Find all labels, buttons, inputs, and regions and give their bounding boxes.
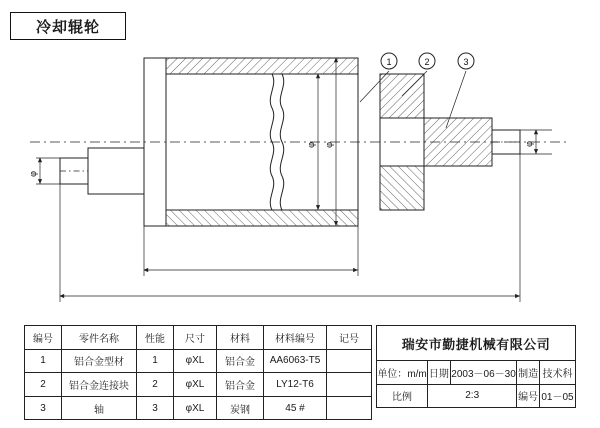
parts-header-4: 材料 [217, 326, 264, 350]
unit-cell [377, 361, 428, 385]
parts-r0c1: 铝合金型材 [62, 349, 137, 373]
technical-drawing [0, 40, 600, 320]
table-row [25, 373, 372, 397]
unit-value: m/m [407, 368, 427, 380]
parts-header-5: 材料编号 [264, 326, 327, 350]
date-label: 日期 [428, 361, 451, 385]
maker-value: 技术科 [539, 361, 575, 385]
parts-r2c6 [327, 396, 372, 420]
parts-header-0: 编号 [25, 326, 62, 350]
unit-label: 单位： [377, 368, 408, 380]
parts-r0c3: φXL [174, 349, 217, 373]
parts-header-2: 性能 [137, 326, 174, 350]
title-block-table [376, 325, 576, 408]
number-value: 01－05 [539, 384, 575, 408]
tables-area [24, 325, 576, 417]
parts-r0c6 [327, 349, 372, 373]
parts-r2c5: 45 # [264, 396, 327, 420]
balloons [381, 53, 474, 69]
parts-header-6: 记号 [327, 326, 372, 350]
dim-right-shaft-dia: φ [524, 141, 534, 147]
parts-r1c5: LY12-T6 [264, 373, 327, 397]
balloon-3-label: 3 [463, 57, 469, 67]
parts-table [24, 325, 372, 420]
parts-header-1: 零件名称 [62, 326, 137, 350]
parts-r2c4: 炭钢 [217, 396, 264, 420]
parts-header-3: 尺寸 [174, 326, 217, 350]
left-collar [88, 148, 144, 194]
page-title-box [10, 12, 126, 40]
balloon-2-label: 2 [424, 57, 430, 67]
scale-label: 比例 [377, 384, 428, 408]
parts-r1c4: 铝合金 [217, 373, 264, 397]
parts-r1c6 [327, 373, 372, 397]
company-name: 瑞安市勤捷机械有限公司 [377, 326, 576, 361]
parts-r1c0: 2 [25, 373, 62, 397]
parts-r1c3: φXL [174, 373, 217, 397]
title-block-unit-row [377, 361, 576, 385]
left-shaft-end [60, 158, 88, 184]
page-title: 冷却辊轮 [35, 18, 100, 36]
balloon-1-label: 1 [386, 57, 392, 67]
parts-r1c1: 铝合金连接块 [62, 373, 137, 397]
date-value: 2003－06－30 [450, 361, 517, 385]
number-label: 编号 [517, 384, 540, 408]
title-block-company-row [377, 326, 576, 361]
parts-r2c0: 3 [25, 396, 62, 420]
parts-r0c5: AA6063-T5 [264, 349, 327, 373]
parts-r0c0: 1 [25, 349, 62, 373]
dim-outer-dia: φ [324, 142, 334, 148]
parts-r0c2: 1 [137, 349, 174, 373]
parts-r2c2: 3 [137, 396, 174, 420]
scale-value: 2:3 [428, 384, 517, 408]
dim-left-shaft-dia: φ [28, 171, 38, 177]
maker-label: 制造 [517, 361, 540, 385]
parts-r2c1: 轴 [62, 396, 137, 420]
parts-r1c2: 2 [137, 373, 174, 397]
table-header-row [25, 326, 372, 350]
dim-center-bore-dia: φ [306, 142, 316, 148]
title-block-scale-row [377, 384, 576, 408]
parts-r0c4: 铝合金 [217, 349, 264, 373]
table-row [25, 349, 372, 373]
table-row [25, 396, 372, 420]
parts-r2c3: φXL [174, 396, 217, 420]
